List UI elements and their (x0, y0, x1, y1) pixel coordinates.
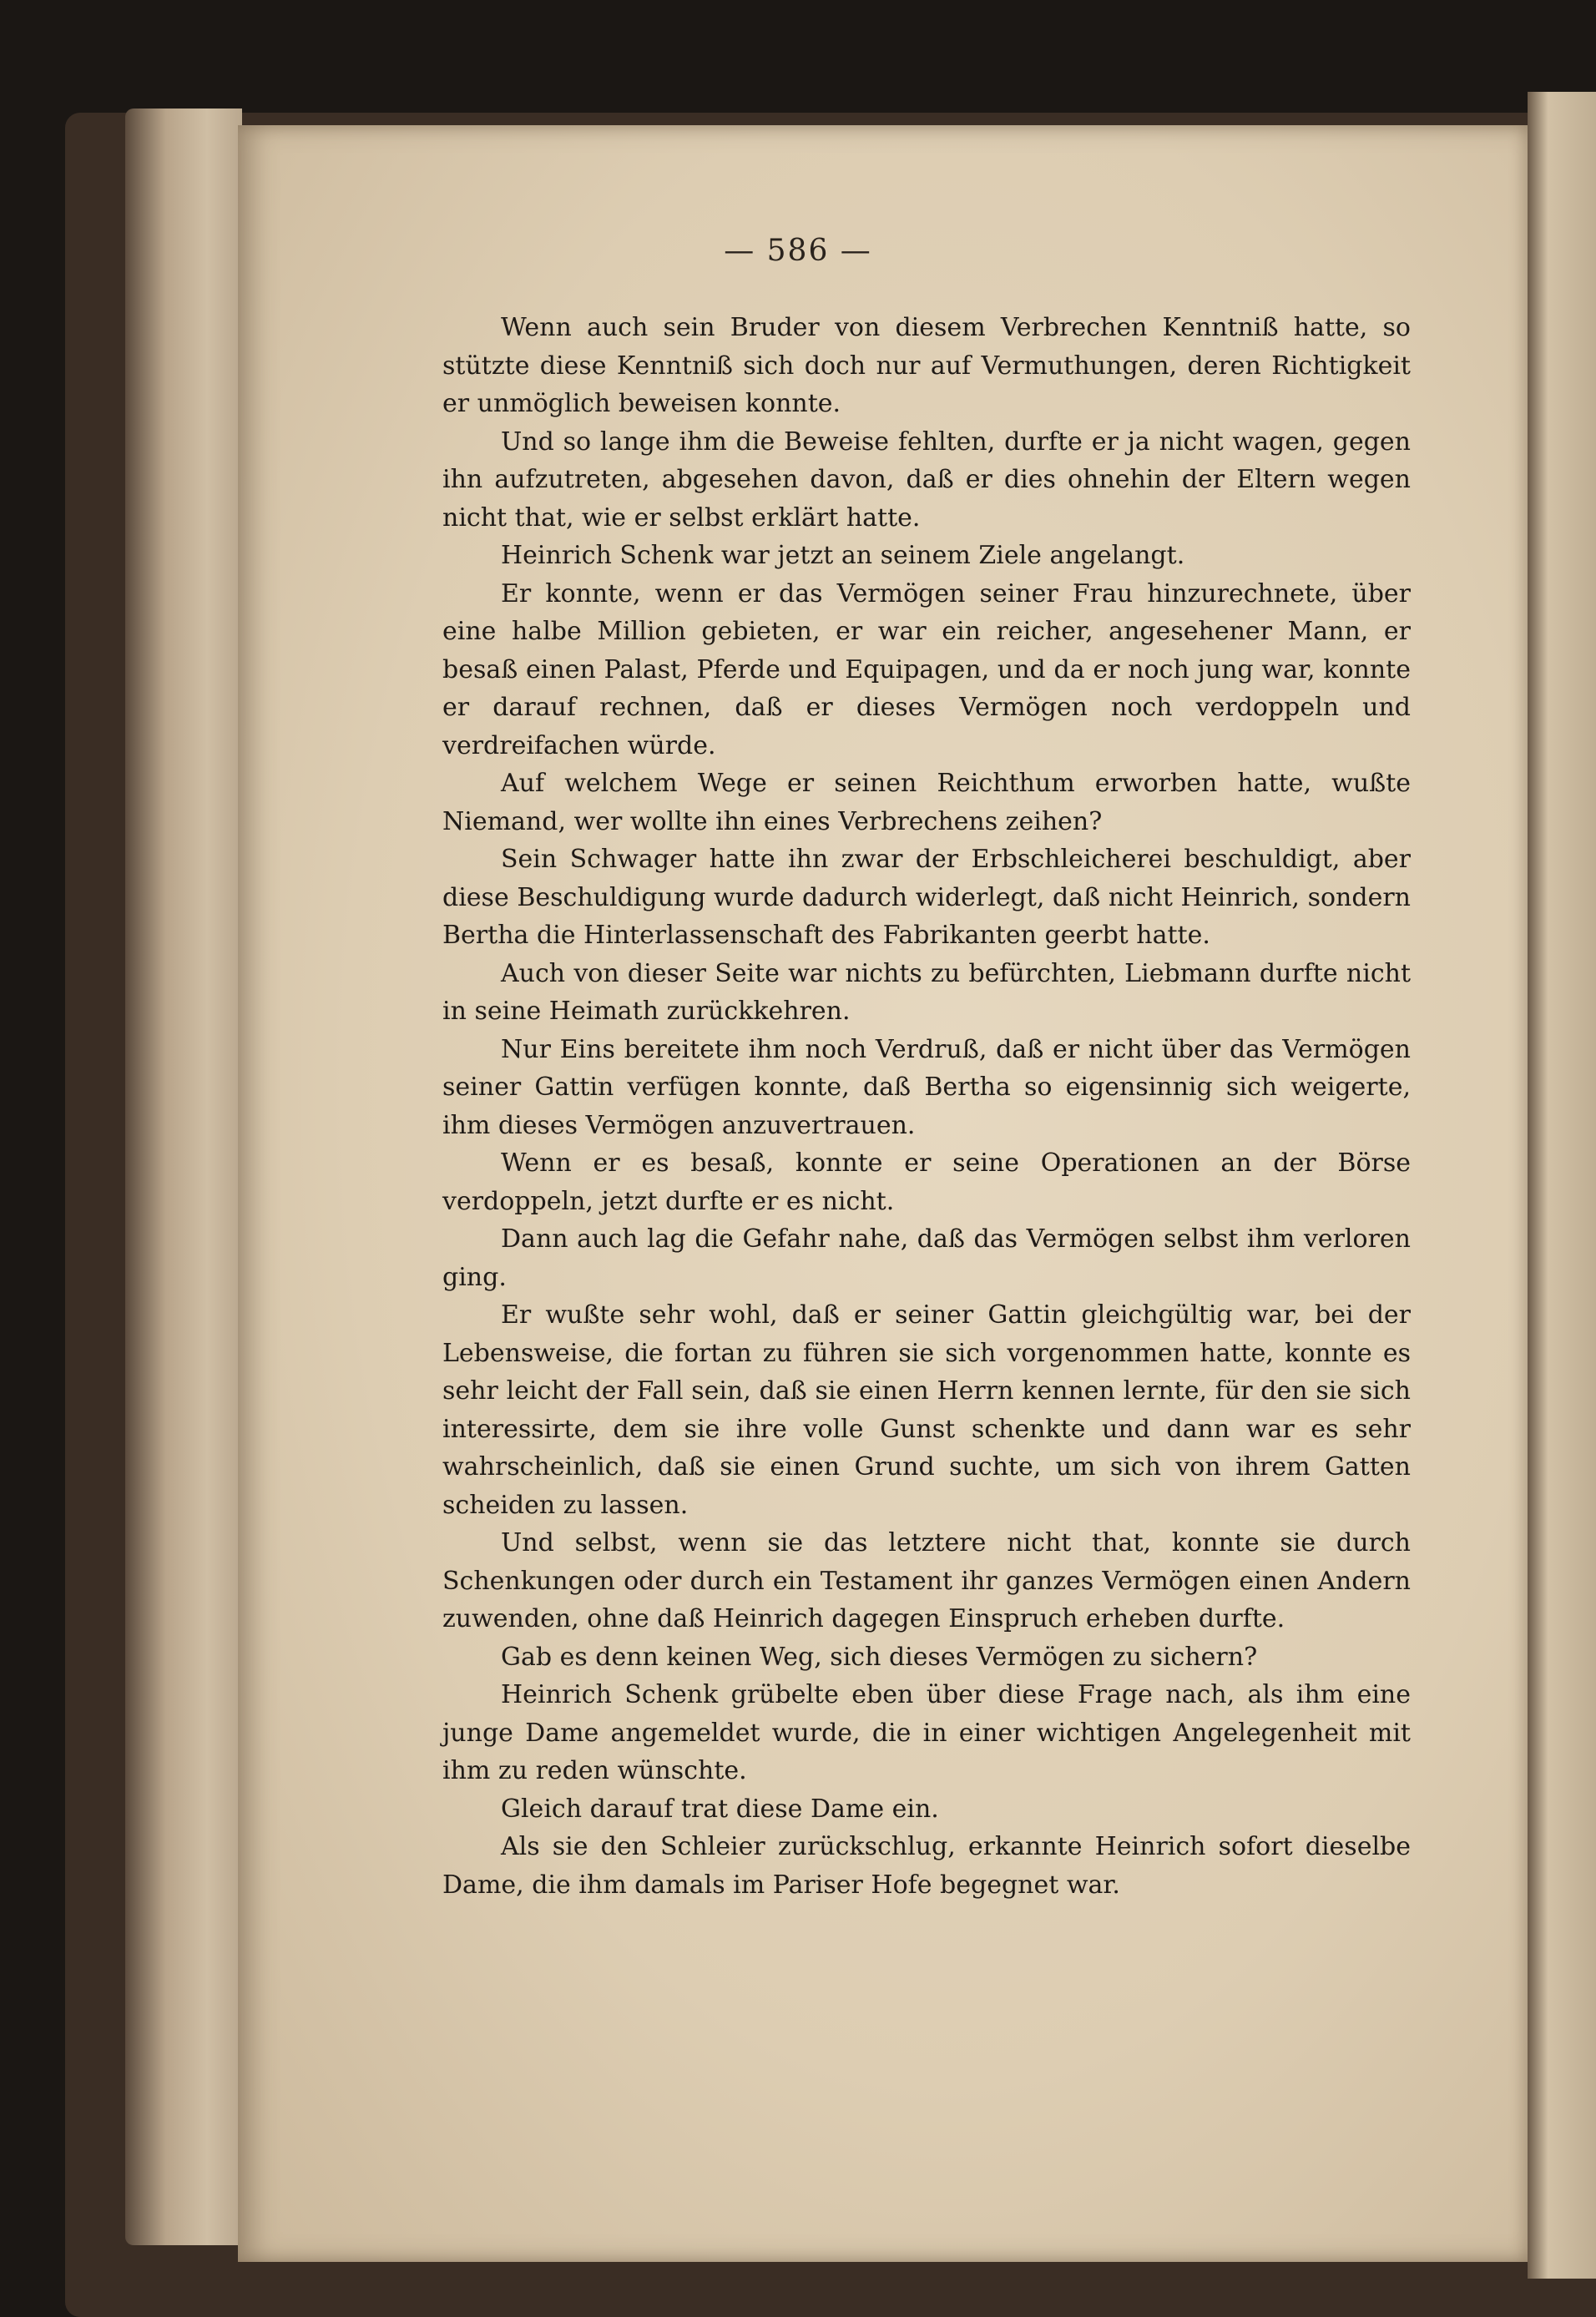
paragraph: Und so lange ihm die Beweise fehlten, durfte er ja nicht wagen, gegen ihn aufzutreten, abgesehen davon, daß er dies ohnehin der Eltern wegen nicht that, wie er selbst erklärt hatte. (442, 427, 1411, 533)
paragraph: Gleich darauf trat diese Dame ein. (501, 1794, 939, 1824)
paragraph: Heinrich Schenk war jetzt an seinem Ziele angelangt. (501, 541, 1185, 570)
paragraph: Nur Eins bereitete ihm noch Verdruß, daß er nicht über das Vermögen seiner Gattin verfügen konnte, daß Bertha so eigensinnig sich weigerte, ihm dieses Vermögen anzuvertrauen. (442, 1034, 1411, 1140)
paragraph: Auf welchem Wege er seinen Reichthum erworben hatte, wußte Niemand, wer wollte ihn eines Verbrechens zeihen? (442, 769, 1411, 836)
paragraph: Er konnte, wenn er das Vermögen seiner Frau hinzurechnete, über eine halbe Million gebieten, er war ein reicher, angesehener Mann, er besaß einen Palast, Pferde und Equipagen, und da er noch jung war, konnte er darauf rechnen, daß er dieses Vermögen noch verdoppeln und verdreifachen würde. (442, 578, 1411, 760)
paragraph: Und selbst, wenn sie das letztere nicht that, konnte sie durch Schenkungen oder durch ein Testament ihr ganzes Vermögen einen Andern zuwenden, ohne daß Heinrich dagegen Einspruch erheben durfte. (442, 1528, 1411, 1633)
paragraph: Gab es denn keinen Weg, sich dieses Vermögen zu sichern? (501, 1642, 1258, 1672)
paragraph: Sein Schwager hatte ihn zwar der Erbschleicherei beschuldigt, aber diese Beschuldigung wurde dadurch widerlegt, daß nicht Heinrich, sondern Bertha die Hinterlassenschaft des Fabrikanten geerbt hatte. (442, 845, 1411, 950)
paragraph: Heinrich Schenk grübelte eben über diese Frage nach, als ihm eine junge Dame angemeldet wurde, die in einer wichtigen Angelegenheit mit ihm zu reden wünschte. (442, 1680, 1411, 1785)
paragraph: Dann auch lag die Gefahr nahe, daß das Vermögen selbst ihm verloren ging. (442, 1224, 1411, 1292)
page-stack-edge (125, 109, 242, 2245)
paragraph: Er wußte sehr wohl, daß er seiner Gattin gleichgültig war, bei der Lebensweise, die fortan zu führen sie sich vorgenommen hatte, konnte es sehr leicht der Fall sein, daß sie einen Herrn kennen lernte, für den sie sich interessirte, dem sie ihre volle Gunst schenkte und dann war es sehr wahrscheinlich, daß sie einen Grund suchte, um sich von ihrem Gatten scheiden zu lassen. (442, 1300, 1411, 1520)
paragraph: Als sie den Schleier zurückschlug, erkannte Heinrich sofort dieselbe Dame, die ihm damals im Pariser Hofe begegnet war. (442, 1832, 1411, 1900)
paragraph: Wenn er es besaß, konnte er seine Operationen an der Börse verdoppeln, jetzt durfte er es nicht. (442, 1148, 1411, 1216)
paragraph: Auch von dieser Seite war nichts zu befürchten, Liebmann durfte nicht in seine Heimath zurückkehren. (442, 958, 1411, 1026)
page-text (442, 309, 1411, 1904)
page-number: — 586 — (724, 234, 872, 268)
paragraph: Wenn auch sein Bruder von diesem Verbrechen Kenntniß hatte, so stützte diese Kenntniß sich doch nur auf Vermuthungen, deren Richtigkeit er unmöglich beweisen konnte. (442, 313, 1411, 418)
facing-page-edge (1528, 92, 1596, 2279)
